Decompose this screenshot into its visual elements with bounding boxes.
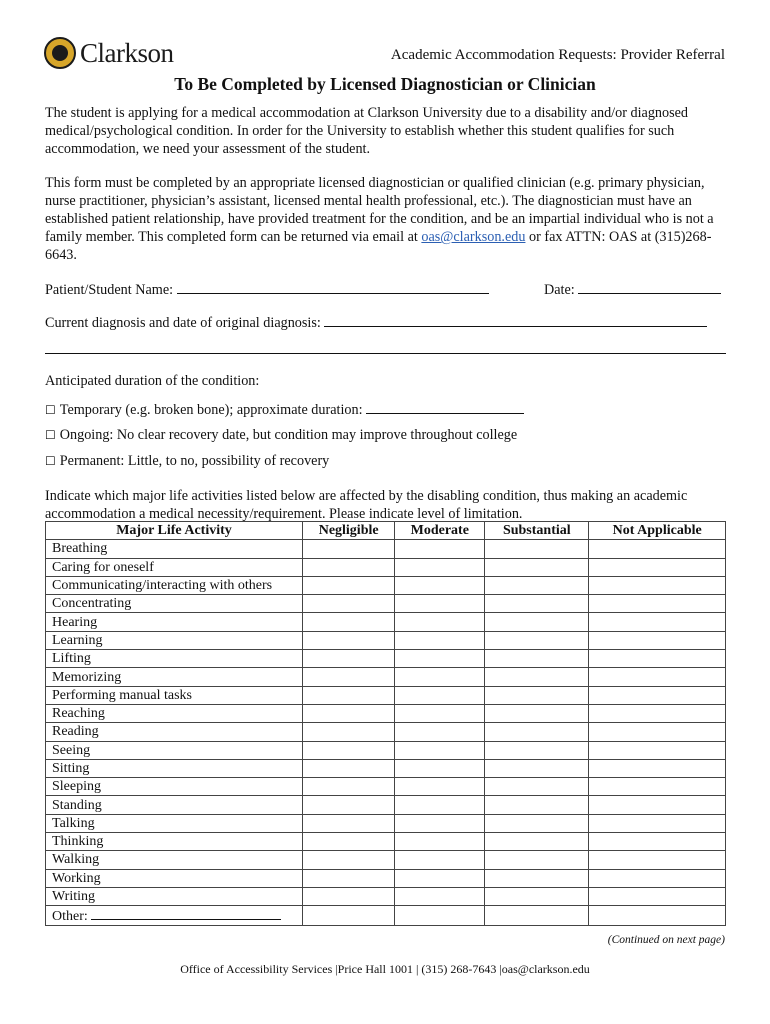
- limitation-cell[interactable]: [589, 576, 726, 594]
- limitation-cell[interactable]: [485, 558, 589, 576]
- checkbox-icon[interactable]: ☐: [45, 403, 56, 417]
- activity-label: Communicating/interacting with others: [52, 578, 273, 594]
- limitation-cell[interactable]: [303, 869, 395, 887]
- activity-label: Lifting: [52, 651, 91, 667]
- activity-label: Reading: [52, 724, 99, 740]
- limitation-cell[interactable]: [589, 833, 726, 851]
- limitation-cell[interactable]: [485, 595, 589, 613]
- limitation-cell[interactable]: [303, 906, 395, 926]
- limitation-cell[interactable]: [303, 741, 395, 759]
- activity-name: [46, 668, 303, 686]
- limitation-cell[interactable]: [589, 650, 726, 668]
- activity-name: [46, 558, 303, 576]
- instructions-text: This form must be completed by an appropriate licensed diagnostician or qualified clinician (e.g. primary physician, nurse practitioner, physician’s assistant, licensed mental health professional, etc.). The diagnostician must have an established patient relationship, have provided treatment for the condition, and be an impartial individual who is not a family member. This completed form can be returned via email at: [45, 175, 714, 245]
- limitation-cell[interactable]: [395, 631, 485, 649]
- limitation-cell[interactable]: [589, 540, 726, 558]
- table-row: [46, 540, 726, 558]
- diagnosis-input[interactable]: [324, 313, 707, 327]
- patient-name-field: [45, 280, 489, 299]
- activity-name: [46, 906, 303, 926]
- date-input[interactable]: [578, 280, 721, 294]
- limitation-cell[interactable]: [395, 869, 485, 887]
- table-body: [46, 540, 726, 926]
- table-row: [46, 887, 726, 905]
- limitation-cell[interactable]: [395, 723, 485, 741]
- limitation-cell[interactable]: [485, 759, 589, 777]
- option-label: Temporary (e.g. broken bone); approximate duration:: [59, 402, 363, 418]
- activity-name: [46, 613, 303, 631]
- intro-paragraph: The student is applying for a medical accommodation at Clarkson University due to a disability and/or diagnosed medical/psychological condition. In order for the University to establish whether this student qualifies for such accommodation, we need your assessment of the student.: [45, 105, 689, 157]
- activity-label: Other:: [52, 909, 92, 925]
- table-row: [46, 759, 726, 777]
- activity-label: Breathing: [52, 541, 108, 557]
- table-row: [46, 595, 726, 613]
- limitation-cell[interactable]: [485, 613, 589, 631]
- activity-label: Walking: [52, 852, 100, 868]
- table-row: [46, 576, 726, 594]
- activity-name: [46, 741, 303, 759]
- activity-label: Working: [52, 870, 101, 886]
- activity-label: Seeing: [52, 742, 91, 758]
- column-header: Not Applicable: [589, 522, 726, 540]
- fax-text: or fax ATTN: OAS at (315)268-6643.: [45, 229, 712, 263]
- limitation-cell[interactable]: [589, 631, 726, 649]
- limitation-cell[interactable]: [589, 759, 726, 777]
- checkbox-icon[interactable]: ☐: [45, 454, 56, 468]
- patient-name-input[interactable]: [177, 280, 489, 294]
- table-row: [46, 723, 726, 741]
- activity-label: Sitting: [52, 761, 90, 776]
- table-row: [46, 833, 726, 851]
- limitation-cell[interactable]: [485, 650, 589, 668]
- duration-label: Anticipated duration of the condition:: [45, 373, 260, 389]
- activity-name: [46, 833, 303, 851]
- table-row: [46, 704, 726, 722]
- table-row: [46, 906, 726, 926]
- life-activities-table: [45, 521, 726, 926]
- limitation-cell[interactable]: [589, 595, 726, 613]
- limitation-cell[interactable]: [395, 540, 485, 558]
- limitation-cell[interactable]: [589, 704, 726, 722]
- limitation-cell[interactable]: [395, 741, 485, 759]
- limitation-cell[interactable]: [485, 796, 589, 814]
- activity-label: Concentrating: [52, 596, 132, 612]
- duration-option-ongoing[interactable]: [45, 427, 517, 444]
- activity-name: [46, 869, 303, 887]
- table-row: [46, 558, 726, 576]
- limitation-cell[interactable]: [589, 906, 726, 926]
- table-row: [46, 851, 726, 869]
- table-row: [46, 613, 726, 631]
- activity-name: [46, 796, 303, 814]
- limitation-cell[interactable]: [589, 814, 726, 832]
- patient-name-label: Patient/Student Name:: [45, 282, 174, 298]
- activity-label: Thinking: [52, 834, 104, 850]
- limitation-cell[interactable]: [395, 759, 485, 777]
- activity-label: Standing: [52, 797, 102, 813]
- limitation-cell[interactable]: [395, 686, 485, 704]
- limitation-cell[interactable]: [395, 613, 485, 631]
- limitation-cell[interactable]: [589, 613, 726, 631]
- limitation-cell[interactable]: [303, 851, 395, 869]
- activity-name: [46, 759, 303, 777]
- clarkson-logo: [44, 36, 174, 70]
- activity-label: Learning: [52, 632, 103, 648]
- column-header: Substantial: [485, 522, 589, 540]
- limitation-cell[interactable]: [485, 540, 589, 558]
- form-title: Academic Accommodation Requests: Provider Referral: [390, 47, 725, 63]
- date-label: Date:: [544, 282, 575, 298]
- table-row: [46, 778, 726, 796]
- limitation-cell[interactable]: [395, 650, 485, 668]
- limitation-cell[interactable]: [485, 814, 589, 832]
- limitation-cell[interactable]: [303, 759, 395, 777]
- limitation-cell[interactable]: [485, 833, 589, 851]
- limitation-cell[interactable]: [395, 814, 485, 832]
- limitation-cell[interactable]: [303, 723, 395, 741]
- limitation-cell[interactable]: [485, 887, 589, 905]
- continued-note: (Continued on next page): [607, 934, 725, 946]
- limitation-cell[interactable]: [485, 778, 589, 796]
- limitation-cell[interactable]: [589, 887, 726, 905]
- activity-label: Caring for oneself: [52, 559, 154, 575]
- duration-option-temporary[interactable]: [45, 400, 524, 419]
- table-row: [46, 631, 726, 649]
- activity-label: Writing: [52, 889, 95, 905]
- limitation-cell[interactable]: [485, 631, 589, 649]
- limitation-cell[interactable]: [589, 778, 726, 796]
- duration-input[interactable]: [366, 400, 524, 414]
- activity-label: Reaching: [52, 706, 105, 722]
- activity-label: Performing manual tasks: [52, 687, 192, 703]
- limitation-cell[interactable]: [485, 704, 589, 722]
- limitation-cell[interactable]: [303, 778, 395, 796]
- activity-name: [46, 778, 303, 796]
- other-activity-input[interactable]: [91, 906, 281, 920]
- table-row: [46, 686, 726, 704]
- limitation-cell[interactable]: [589, 558, 726, 576]
- option-label: Ongoing: No clear recovery date, but condition may improve throughout college: [59, 427, 518, 443]
- activity-name: [46, 595, 303, 613]
- limitation-cell[interactable]: [485, 668, 589, 686]
- limitation-cell[interactable]: [395, 851, 485, 869]
- activity-name: [46, 851, 303, 869]
- page-title: To Be Completed by Licensed Diagnostician or Clinician: [174, 74, 596, 94]
- activity-name: [46, 650, 303, 668]
- activity-name: [46, 723, 303, 741]
- activity-name: [46, 814, 303, 832]
- limitation-cell[interactable]: [485, 851, 589, 869]
- option-label: Permanent: Little, to no, possibility of recovery: [59, 453, 330, 469]
- column-header: Negligible: [303, 522, 395, 540]
- limitation-cell[interactable]: [303, 650, 395, 668]
- limitation-cell[interactable]: [395, 887, 485, 905]
- activity-label: Sleeping: [52, 779, 101, 795]
- diagnosis-field: [45, 313, 707, 332]
- limitation-cell[interactable]: [395, 906, 485, 926]
- limitation-cell[interactable]: [485, 686, 589, 704]
- limitation-cell[interactable]: [589, 686, 726, 704]
- table-row: [46, 668, 726, 686]
- activity-name: [46, 576, 303, 594]
- limitation-cell[interactable]: [395, 833, 485, 851]
- activity-name: [46, 887, 303, 905]
- footer: Office of Accessibility Services |Price Hall 1001 | (315) 268-7643 |oas@clarkson.edu: [180, 962, 590, 976]
- limitation-cell[interactable]: [395, 558, 485, 576]
- activities-intro: Indicate which major life activities listed below are affected by the disabling condition, thus making an academic accommodation a medical necessity/requirement. Please indicate level of limitation.: [45, 488, 688, 522]
- activity-name: [46, 540, 303, 558]
- activity-label: Hearing: [52, 614, 98, 630]
- limitation-cell[interactable]: [589, 851, 726, 869]
- table-row: [46, 814, 726, 832]
- limitation-cell[interactable]: [303, 833, 395, 851]
- limitation-cell[interactable]: [589, 869, 726, 887]
- table-header-row: [46, 522, 726, 540]
- limitation-cell[interactable]: [485, 723, 589, 741]
- limitation-cell[interactable]: [485, 576, 589, 594]
- limitation-cell[interactable]: [395, 595, 485, 613]
- limitation-cell[interactable]: [485, 741, 589, 759]
- limitation-cell[interactable]: [589, 723, 726, 741]
- activity-label: Talking: [52, 815, 95, 831]
- limitation-cell[interactable]: [303, 887, 395, 905]
- limitation-cell[interactable]: [485, 869, 589, 887]
- limitation-cell[interactable]: [485, 906, 589, 926]
- activity-label: Memorizing: [52, 669, 122, 685]
- limitation-cell[interactable]: [303, 668, 395, 686]
- date-field: [544, 280, 721, 299]
- limitation-cell[interactable]: [589, 741, 726, 759]
- limitation-cell[interactable]: [303, 631, 395, 649]
- table-row: [46, 741, 726, 759]
- table-row: [46, 796, 726, 814]
- limitation-cell[interactable]: [303, 540, 395, 558]
- limitation-cell[interactable]: [589, 668, 726, 686]
- email-link[interactable]: oas@clarkson.edu: [421, 229, 526, 245]
- instructions-paragraph: [45, 174, 727, 264]
- table-row: [46, 869, 726, 887]
- diagnosis-label: Current diagnosis and date of original diagnosis:: [45, 315, 321, 331]
- limitation-cell[interactable]: [395, 796, 485, 814]
- activity-name: [46, 631, 303, 649]
- university-seal-icon: [44, 37, 76, 69]
- limitation-cell[interactable]: [395, 576, 485, 594]
- column-header: Moderate: [395, 522, 485, 540]
- limitation-cell[interactable]: [303, 576, 395, 594]
- limitation-cell[interactable]: [395, 668, 485, 686]
- logo-wordmark: Clarkson: [80, 37, 174, 68]
- limitation-cell[interactable]: [395, 704, 485, 722]
- column-header: Major Life Activity: [46, 522, 303, 540]
- limitation-cell[interactable]: [303, 704, 395, 722]
- limitation-cell[interactable]: [303, 558, 395, 576]
- checkbox-icon[interactable]: ☐: [45, 428, 56, 442]
- limitation-cell[interactable]: [303, 796, 395, 814]
- table-row: [46, 650, 726, 668]
- activity-name: [46, 686, 303, 704]
- limitation-cell[interactable]: [303, 613, 395, 631]
- limitation-cell[interactable]: [589, 796, 726, 814]
- diagnosis-input-line-2[interactable]: [45, 353, 726, 354]
- duration-option-permanent[interactable]: [45, 453, 329, 470]
- limitation-cell[interactable]: [303, 686, 395, 704]
- limitation-cell[interactable]: [303, 814, 395, 832]
- activity-name: [46, 704, 303, 722]
- limitation-cell[interactable]: [303, 595, 395, 613]
- limitation-cell[interactable]: [395, 778, 485, 796]
